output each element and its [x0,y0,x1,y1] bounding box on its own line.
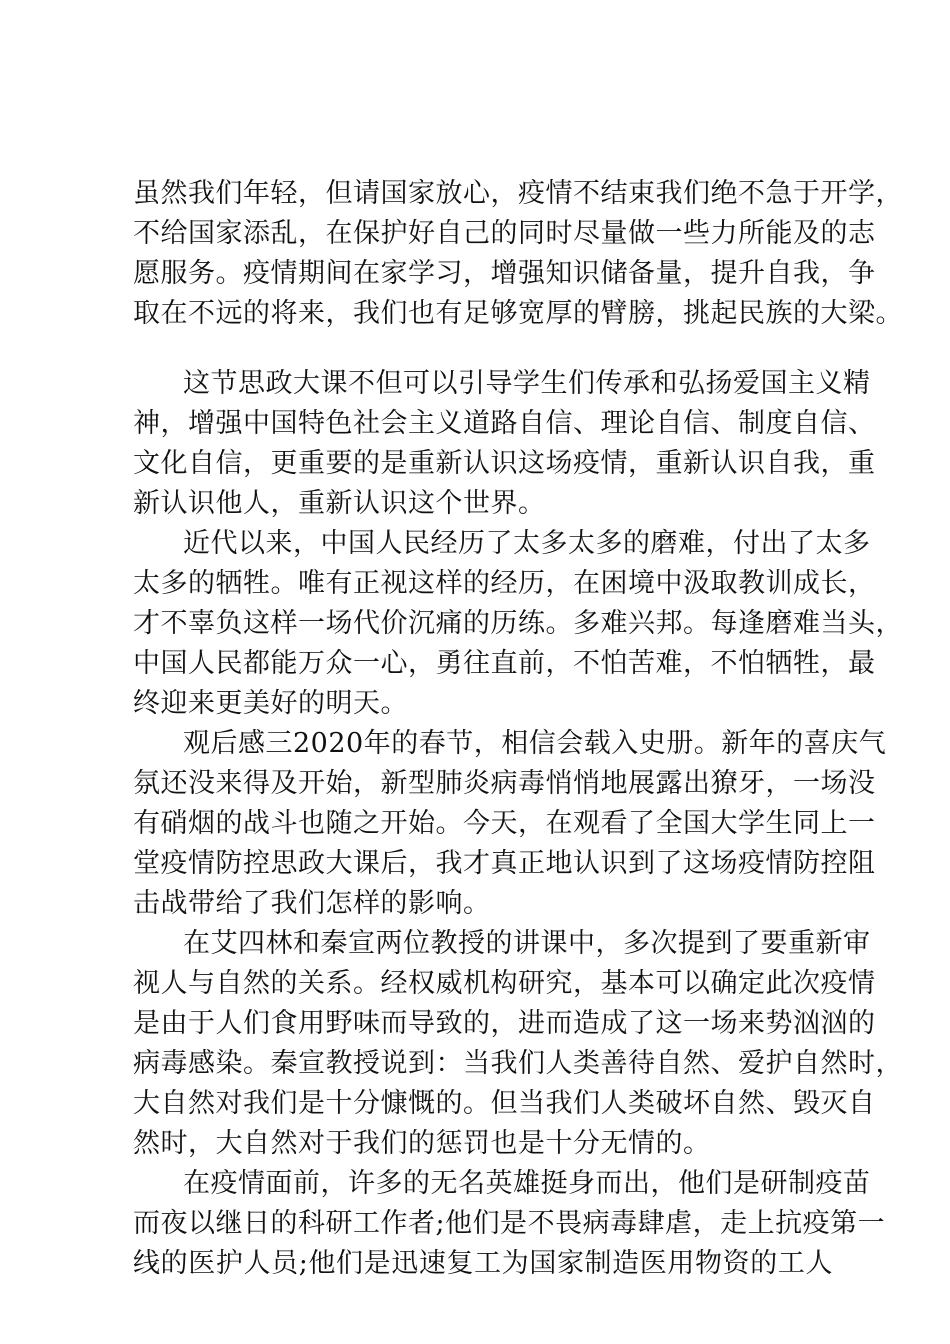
text-line: 不给国家添乱，在保护好自己的同时尽量做一些力所能及的志 [133,218,876,249]
text-line: 新认识他人，重新认识这个世界。 [133,488,546,519]
text-line: 观后感三2020年的春节，相信会载入史册。新年的喜庆气 [183,728,887,759]
text-line: 愿服务。疫情期间在家学习，增强知识储备量，提升自我，争 [133,258,876,289]
text-line: 氛还没来得及开始，新型肺炎病毒悄悄地展露出獠牙，一场没 [133,768,876,799]
text-line: 才不辜负这样一场代价沉痛的历练。多难兴邦。每逢磨难当头， [133,608,903,639]
text-line: 近代以来，中国人民经历了太多太多的磨难，付出了太多 [183,528,871,559]
text-line: 在艾四林和秦宣两位教授的讲课中，多次提到了要重新审 [183,928,871,959]
text-line: 太多的牺牲。唯有正视这样的经历，在困境中汲取教训成长， [133,568,876,599]
text-line: 而夜以继日的科研工作者;他们是不畏病毒肆虐，走上抗疫第一 [133,1208,886,1239]
text-line: 取在不远的将来，我们也有足够宽厚的臂膀，挑起民族的大梁。 [133,298,903,329]
text-line: 虽然我们年轻，但请国家放心，疫情不结束我们绝不急于开学， [133,178,903,209]
text-line: 击战带给了我们怎样的影响。 [133,888,491,919]
text-line: 病毒感染。秦宣教授说到：当我们人类善待自然、爱护自然时， [133,1048,903,1079]
text-line: 中国人民都能万众一心，勇往直前，不怕苦难，不怕牺牲，最 [133,648,876,679]
text-line: 大自然对我们是十分慷慨的。但当我们人类破坏自然、毁灭自 [133,1088,876,1119]
text-line: 在疫情面前，许多的无名英雄挺身而出，他们是研制疫苗 [183,1168,871,1199]
text-line: 是由于人们食用野味而导致的，进而造成了这一场来势汹汹的 [133,1008,876,1039]
text-line: 终迎来更美好的明天。 [133,688,408,719]
text-line: 视人与自然的关系。经权威机构研究，基本可以确定此次疫情 [133,968,876,999]
text-line: 文化自信，更重要的是重新认识这场疫情，重新认识自我，重 [133,448,876,479]
text-line: 神，增强中国特色社会主义道路自信、理论自信、制度自信、 [133,408,876,439]
text-line: 然时，大自然对于我们的惩罚也是十分无情的。 [133,1128,711,1159]
text-line: 堂疫情防控思政大课后，我才真正地认识到了这场疫情防控阻 [133,848,876,879]
text-line: 有硝烟的战斗也随之开始。今天，在观看了全国大学生同上一 [133,808,876,839]
text-line: 这节思政大课不但可以引导学生们传承和弘扬爱国主义精 [183,368,871,399]
text-line: 线的医护人员;他们是迅速复工为国家制造医用物资的工人 [133,1248,833,1279]
